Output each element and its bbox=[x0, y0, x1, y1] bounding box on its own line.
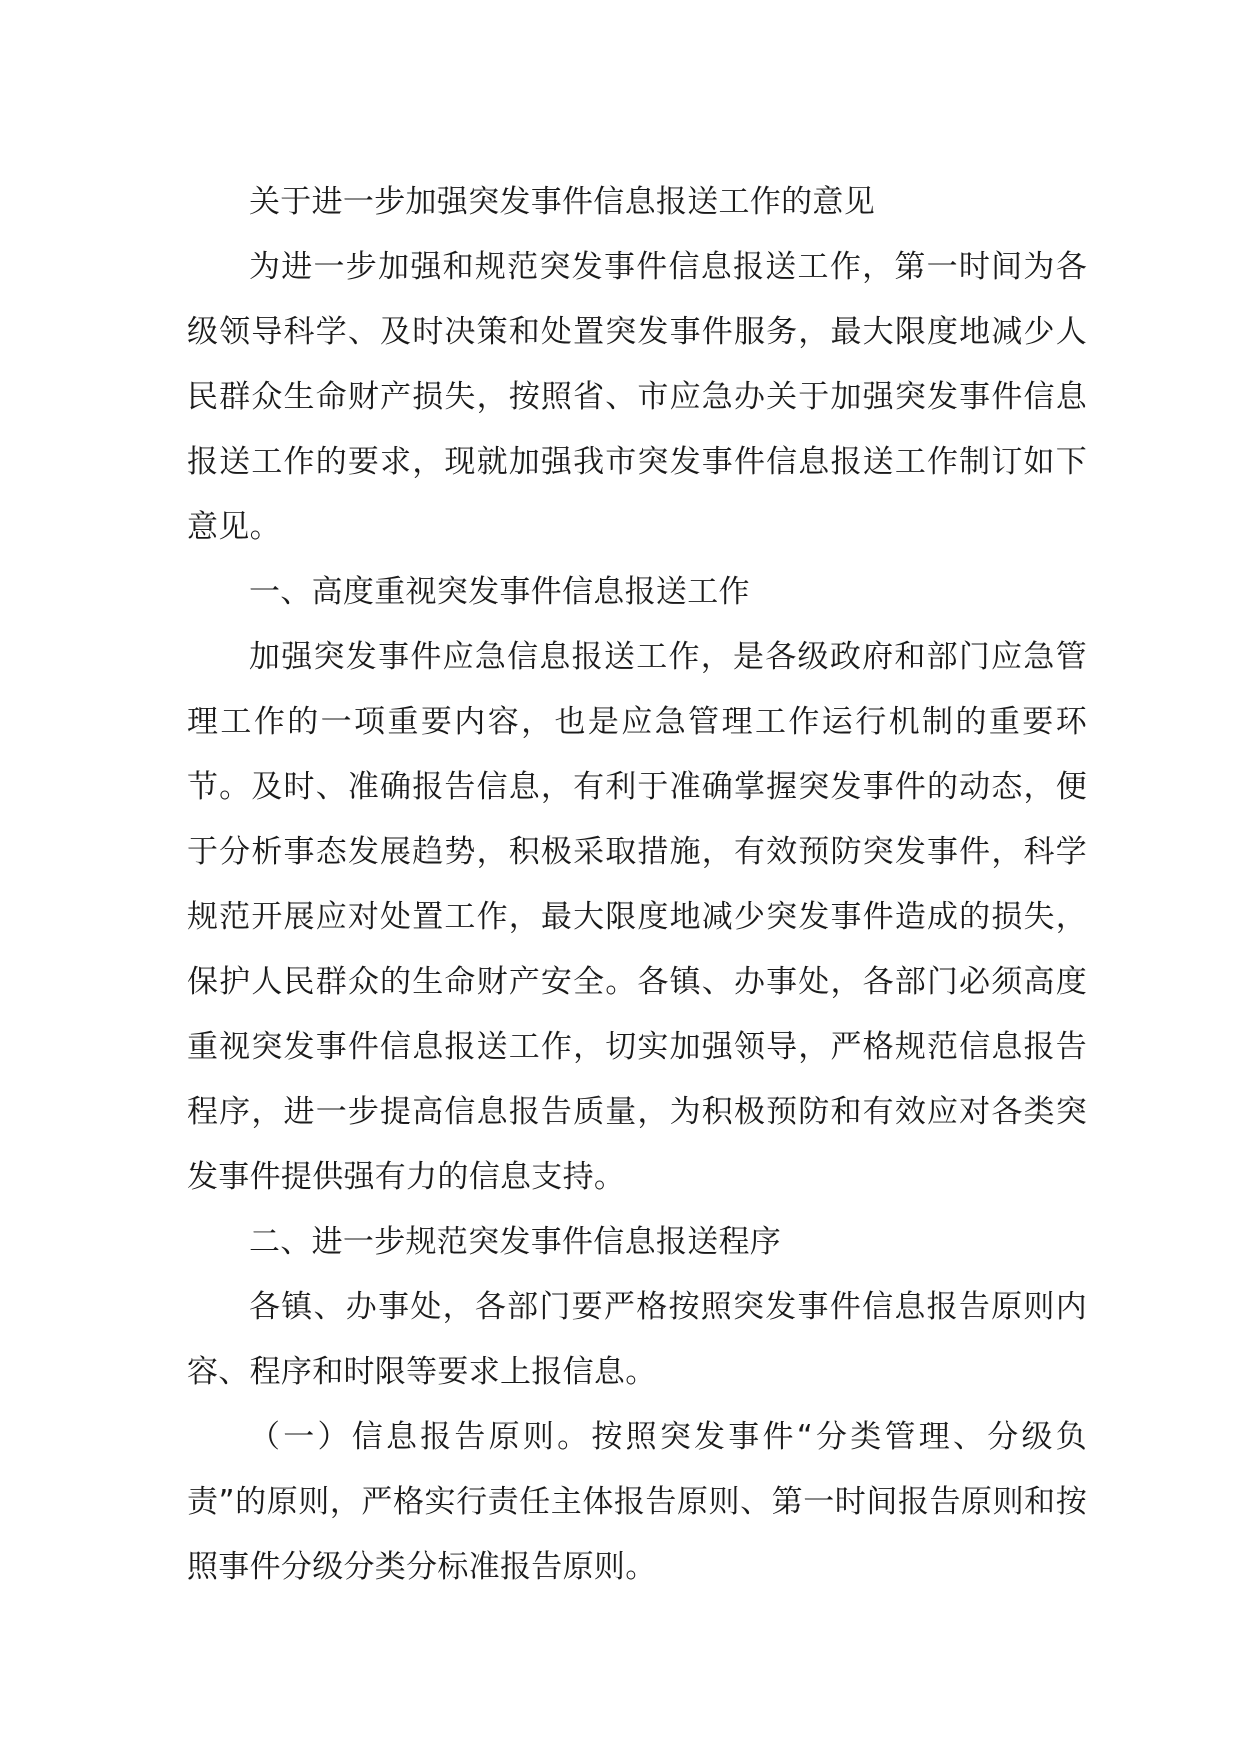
paragraph-subsection-1: （一）信息报告原则。按照突发事件“分类管理、分级负责”的原则，严格实行责任主体报告原则、第一时间报告原则和按照事件分级分类分标准报告原则。 bbox=[187, 1419, 1087, 1585]
paragraph-intro: 为进一步加强和规范突发事件信息报送工作，第一时间为各级领导科学、及时决策和处置突发事件服务，最大限度地减少人民群众生命财产损失，按照省、市应急办关于加强突发事件信息报送工作的要求，现就加强我市突发事件信息报送工作制订如下意见。 bbox=[187, 249, 1087, 545]
section-heading-2: 二、进一步规范突发事件信息报送程序 bbox=[249, 1224, 782, 1260]
section-heading-1: 一、高度重视突发事件信息报送工作 bbox=[249, 574, 750, 610]
paragraph-section-1: 加强突发事件应急信息报送工作，是各级政府和部门应急管理工作的一项重要内容，也是应急管理工作运行机制的重要环节。及时、准确报告信息，有利于准确掌握突发事件的动态，便于分析事态发展趋势，积极采取措施，有效预防突发事件，科学规范开展应对处置工作，最大限度地减少突发事件造成的损失，保护人民群众的生命财产安全。各镇、办事处，各部门必须高度重视突发事件信息报送工作，切实加强领导，严格规范信息报告程序，进一步提高信息报告质量，为积极预防和有效应对各类突发事件提供强有力的信息支持。 bbox=[187, 639, 1087, 1195]
document-body bbox=[187, 170, 1087, 1600]
document-title: 关于进一步加强突发事件信息报送工作的意见 bbox=[249, 184, 875, 220]
paragraph-section-2: 各镇、办事处，各部门要严格按照突发事件信息报告原则内容、程序和时限等要求上报信息。 bbox=[187, 1289, 1087, 1390]
